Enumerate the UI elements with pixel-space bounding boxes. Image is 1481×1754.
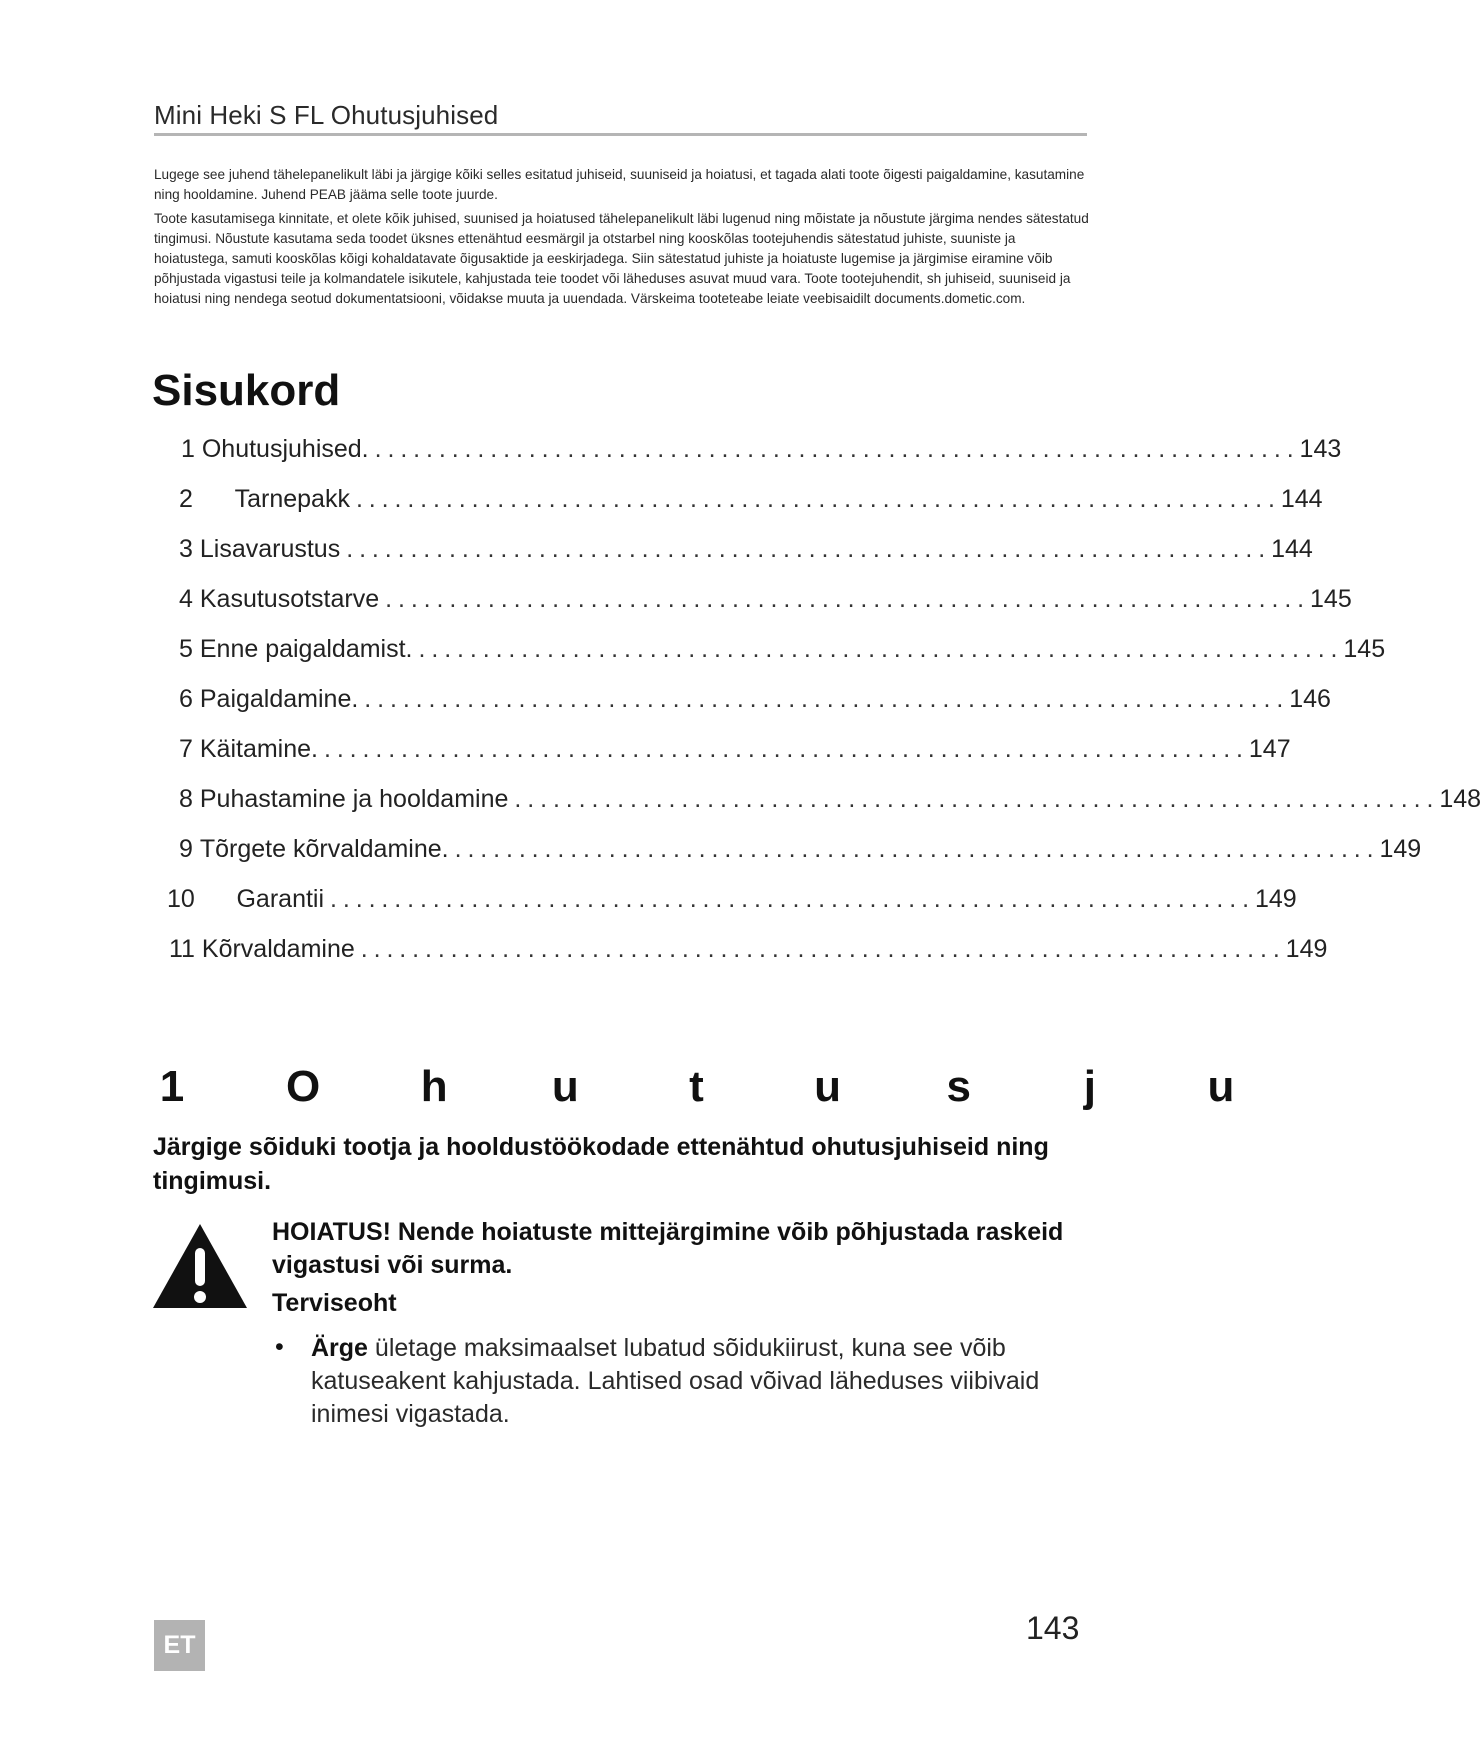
toc-leader-dots: ........................................................................ bbox=[374, 435, 1300, 463]
warning-title: HOIATUS! Nende hoiatuste mittejärgimine võib põhjustada raskeid vigastusi või surma. bbox=[272, 1218, 1064, 1279]
toc-entry[interactable] bbox=[179, 835, 1422, 869]
toc-entry-label: Lisavarustus bbox=[199, 535, 341, 563]
intro-paragraph: Toote kasutamisega kinnitate, et olete kõik juhised, suunised ja hoiatused tähelepanelikult läbi lugenud ning mõistate ja nõustute järgima nendes sätestatud tingimusi. Nõustute kasutama seda toodet üksnes ettenähtud eesmärgil ja otstarbel ning kooskõlas tootejuhendis sätestatud juhiste, suuniste ja hoiatustega, samuti kooskõlas kõigi kohaldatavate õigusaktide ja eeskirjadega. Siin sätestatud juhiste ja hoiatuste lugemise ja järgimise eiramine võib põhjustada vigastusi teile ja kolmandatele isikutele, kahjustada teie toodet või läheduses asuvat muud vara. Toote tootejuhendit, sh juhiseid, suuniseid ja hoiatusi ning nendega seotud dokumentatsiooni, võidakse muuta ja uuendada. Värskeima tooteteabe leiate veebisaidilt documents.dometic.com. bbox=[154, 211, 1089, 306]
document-header-title: Mini Heki S FL Ohutusjuhised bbox=[154, 100, 499, 130]
section-title-letter: j bbox=[1083, 1062, 1096, 1111]
section-title-letter: 1 bbox=[159, 1062, 185, 1111]
toc-leader-dots: ........................................................................ bbox=[514, 785, 1440, 813]
intro-text bbox=[154, 165, 1089, 313]
toc-leader-dots: ........................................................................ bbox=[355, 485, 1281, 513]
toc-entry[interactable] bbox=[179, 735, 1291, 769]
toc-entry-label: Kõrvaldamine bbox=[201, 935, 355, 963]
toc-entry-page: 144 bbox=[1271, 535, 1313, 563]
toc-leader-dots: ........................................................................ bbox=[418, 635, 1344, 663]
toc-entry-number: 8 bbox=[179, 785, 200, 813]
toc-entry-label: Tarnepakk bbox=[234, 485, 350, 513]
toc-entry-page: 148 bbox=[1439, 785, 1481, 813]
toc-entry-label: Tõrgete kõrvaldamine. bbox=[199, 835, 449, 863]
section-title-letter: u bbox=[814, 1062, 842, 1111]
toc-entry-page: 149 bbox=[1254, 885, 1297, 913]
page-number: 143 bbox=[1026, 1610, 1080, 1646]
toc-heading: Sisukord bbox=[152, 366, 341, 415]
toc-entry[interactable] bbox=[167, 885, 1297, 919]
header-divider bbox=[154, 133, 1087, 136]
section-title-letter: t bbox=[689, 1062, 704, 1111]
intro-paragraph: Lugege see juhend tähelepanelikult läbi ja järgige kõiki selles esitatud juhiseid, suuniseid ja hoiatusi, et tagada alati toote õigesti paigaldamine, kasutamine ning hooldamine. Juhend PEAB jääma selle toote juurde. bbox=[154, 167, 1085, 202]
bullet-marker: • bbox=[275, 1333, 284, 1361]
toc-leader-dots: ........................................................................ bbox=[346, 535, 1272, 563]
section-title-letter: O bbox=[286, 1062, 321, 1111]
toc-entry-page: 145 bbox=[1343, 635, 1386, 663]
toc-entry-number: 11 bbox=[169, 935, 202, 963]
toc-leader-dots: ........................................................................ bbox=[330, 885, 1255, 913]
toc-entry-label: Käitamine. bbox=[199, 735, 318, 763]
toc-entry-page: 145 bbox=[1310, 585, 1352, 613]
toc-entry-number: 2 bbox=[179, 485, 235, 513]
toc-entry-number: 4 bbox=[179, 585, 200, 613]
toc-entry-number: 3 bbox=[179, 535, 200, 563]
bullet-body-text: ületage maksimaalset lubatud sõidukiirust, kuna see võib katuseakent kahjustada. Lahtised osad võivad läheduses viibivaid inimesi vigastada. bbox=[311, 1334, 1040, 1428]
toc-entry[interactable] bbox=[179, 535, 1313, 569]
toc-entry-page: 146 bbox=[1289, 685, 1331, 713]
language-badge: ET bbox=[154, 1620, 205, 1671]
section-title-letter: u bbox=[551, 1062, 579, 1111]
toc-entry-number: 7 bbox=[179, 735, 200, 763]
toc-entry-number: 9 bbox=[179, 835, 200, 863]
toc-entry-label: Ohutusjuhised. bbox=[201, 435, 369, 463]
section-title-letter: s bbox=[946, 1062, 971, 1111]
risk-label: Terviseoht bbox=[272, 1289, 397, 1317]
toc-entry-label: Kasutusotstarve bbox=[199, 585, 380, 613]
toc-entry-label: Puhastamine ja hooldamine bbox=[199, 785, 509, 813]
toc-entry-page: 143 bbox=[1299, 435, 1342, 463]
toc-entry-number: 1 bbox=[181, 435, 202, 463]
toc-entry-page: 149 bbox=[1285, 935, 1328, 963]
toc-leader-dots: ........................................................................ bbox=[323, 735, 1249, 763]
toc-entry[interactable] bbox=[179, 585, 1352, 619]
toc-entry[interactable] bbox=[179, 785, 1481, 819]
toc-entry-number: 5 bbox=[179, 635, 200, 663]
toc-entry-page: 144 bbox=[1280, 485, 1323, 513]
toc-leader-dots: ........................................................................ bbox=[385, 585, 1311, 613]
toc-entry[interactable] bbox=[169, 935, 1328, 969]
section-title bbox=[152, 1062, 1241, 1112]
toc-leader-dots: ........................................................................ bbox=[360, 935, 1286, 963]
toc-entry-number: 6 bbox=[179, 685, 200, 713]
bullet-item bbox=[311, 1332, 1091, 1431]
toc-entry[interactable] bbox=[181, 435, 1342, 469]
toc-entry[interactable] bbox=[179, 485, 1323, 519]
section-title-letter: u bbox=[1207, 1062, 1235, 1111]
warning-triangle-icon bbox=[151, 1222, 249, 1310]
bullet-strong-text: Ärge bbox=[311, 1334, 368, 1362]
toc-entry[interactable] bbox=[179, 635, 1386, 669]
toc-leader-dots: ........................................................................ bbox=[364, 685, 1290, 713]
toc-leader-dots: ........................................................................ bbox=[454, 835, 1380, 863]
toc-entry[interactable] bbox=[179, 685, 1331, 719]
toc-entry-page: 149 bbox=[1379, 835, 1422, 863]
safety-lead-text: Järgige sõiduki tootja ja hooldustöökodade ettenähtud ohutusjuhiseid ning tingimusi. bbox=[153, 1133, 1049, 1195]
section-title-letter: h bbox=[420, 1062, 448, 1111]
toc-entry-number: 10 bbox=[167, 885, 237, 913]
toc-entry-label: Garantii bbox=[236, 885, 325, 913]
toc-entry-label: Paigaldamine. bbox=[199, 685, 359, 713]
toc-entry-page: 147 bbox=[1248, 735, 1291, 763]
toc-entry-label: Enne paigaldamist. bbox=[199, 635, 413, 663]
